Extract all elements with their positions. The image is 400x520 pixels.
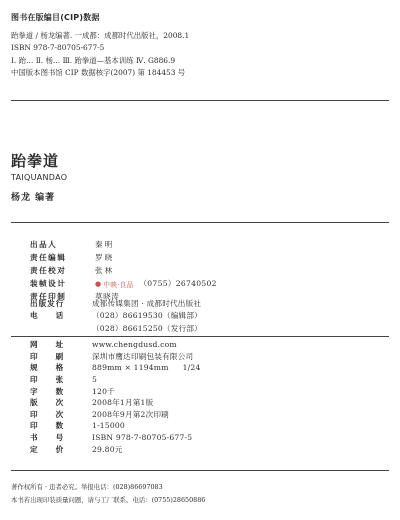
- spec-label: 印数: [30, 421, 82, 431]
- design-studio-name: 中映·良品: [103, 280, 134, 289]
- spec-value: 深圳市鹰达印刷包装有限公司: [92, 351, 194, 361]
- credit-label: 责任校对: [30, 266, 67, 275]
- credit-value: 罗晓: [95, 253, 115, 262]
- credit-row: [30, 251, 217, 264]
- publisher-block: [30, 297, 202, 335]
- spec-row: [30, 420, 200, 432]
- cip-line: 跆拳道 / 杨龙编著. 一成都：成都时代出版社，2008.1: [11, 31, 190, 40]
- credit-value: 张林: [95, 266, 115, 275]
- spec-value: 120千: [92, 386, 115, 396]
- spec-value: ISBN 978-7-80705-677-5: [92, 433, 193, 443]
- spec-label: 字数: [30, 386, 82, 396]
- divider: [11, 470, 389, 471]
- spec-value: [92, 363, 200, 372]
- spec-value: 5: [92, 375, 98, 385]
- credit-row: [30, 277, 217, 290]
- cip-line: Ⅰ. 跆… Ⅱ. 杨… Ⅲ. 跆拳道—基本训练 Ⅳ. G886.9: [11, 55, 176, 65]
- credit-label: 责任印制: [30, 292, 67, 301]
- spec-value: 2008年1月第1版: [92, 398, 154, 408]
- publisher-label: 电话: [30, 311, 82, 321]
- spec-value: 1-15000: [92, 421, 125, 431]
- spec-row: [30, 339, 200, 351]
- publisher-value: （028）86619530（编辑部）: [92, 311, 202, 321]
- spec-label: 网址: [30, 340, 82, 350]
- spec-label: 印刷: [30, 351, 82, 361]
- spec-row: [30, 432, 200, 444]
- designer-phone: （0755）26740502: [139, 279, 217, 288]
- specs-block: [30, 339, 200, 455]
- spec-row: [30, 351, 200, 363]
- credit-value: 秦明: [95, 240, 115, 249]
- cip-line: ISBN 978-7-80705-677-5: [11, 43, 105, 53]
- divider: [11, 222, 389, 223]
- spec-label: 书号: [30, 433, 82, 443]
- publisher-row: [30, 322, 202, 335]
- spec-label: 印次: [30, 409, 82, 419]
- spec-value: 2008年9月第2次印刷: [92, 409, 169, 419]
- spec-label: 版次: [30, 398, 82, 408]
- cip-header: 图书在版编目(CIP)数据: [11, 13, 100, 22]
- spec-row: [30, 443, 200, 455]
- book-title: 跆拳道: [11, 152, 60, 170]
- credit-row: [30, 238, 217, 251]
- credit-row: [30, 264, 217, 277]
- spec-label: 规格: [30, 363, 82, 373]
- publisher-row: [30, 297, 202, 310]
- spec-value: 29.80元: [92, 444, 123, 454]
- spec-row: [30, 409, 200, 421]
- credits-block: [30, 238, 217, 303]
- credit-value: 莫晓涛: [95, 292, 120, 301]
- spec-row: [30, 362, 200, 374]
- spec-row: [30, 374, 200, 386]
- spec-value: www.chengdusd.com: [92, 340, 177, 350]
- divider: [11, 100, 389, 101]
- spec-row: [30, 397, 200, 409]
- publisher-row: [30, 310, 202, 323]
- designer-credit: [95, 278, 217, 289]
- credit-label: 责任编辑: [30, 253, 67, 262]
- book-pinyin: TAIQUANDAO: [11, 173, 68, 182]
- cip-block: [11, 30, 189, 79]
- copyright-notice: 著作权所有 · 违者必究。举报电话：(028)86697083: [11, 483, 163, 491]
- cip-line: 中国版本图书馆 CIP 数据核字(2007) 第 184453 号: [11, 67, 186, 77]
- spec-row: [30, 385, 200, 397]
- credit-label: 装帧设计: [30, 279, 67, 288]
- design-studio-logo-icon: ●: [95, 279, 102, 288]
- publisher-value: 成都传媒集团 · 成都时代出版社: [92, 298, 202, 308]
- publisher-label: 出版发行: [30, 298, 65, 308]
- publisher-value: （028）86615250（发行部）: [92, 323, 202, 333]
- divider: [11, 336, 389, 337]
- credit-label: 出品人: [30, 240, 58, 249]
- format: 1/24: [182, 363, 201, 373]
- footer-notice: [11, 481, 205, 507]
- book-author: 杨龙 编著: [11, 193, 56, 203]
- quality-notice: 本书若出现印装质量问题，请与工厂联系。电话：(0755)28650886: [11, 496, 206, 504]
- spec-label: 定价: [30, 444, 82, 454]
- paper-size: 889mm × 1194mm: [92, 363, 169, 373]
- spec-label: 印张: [30, 375, 82, 385]
